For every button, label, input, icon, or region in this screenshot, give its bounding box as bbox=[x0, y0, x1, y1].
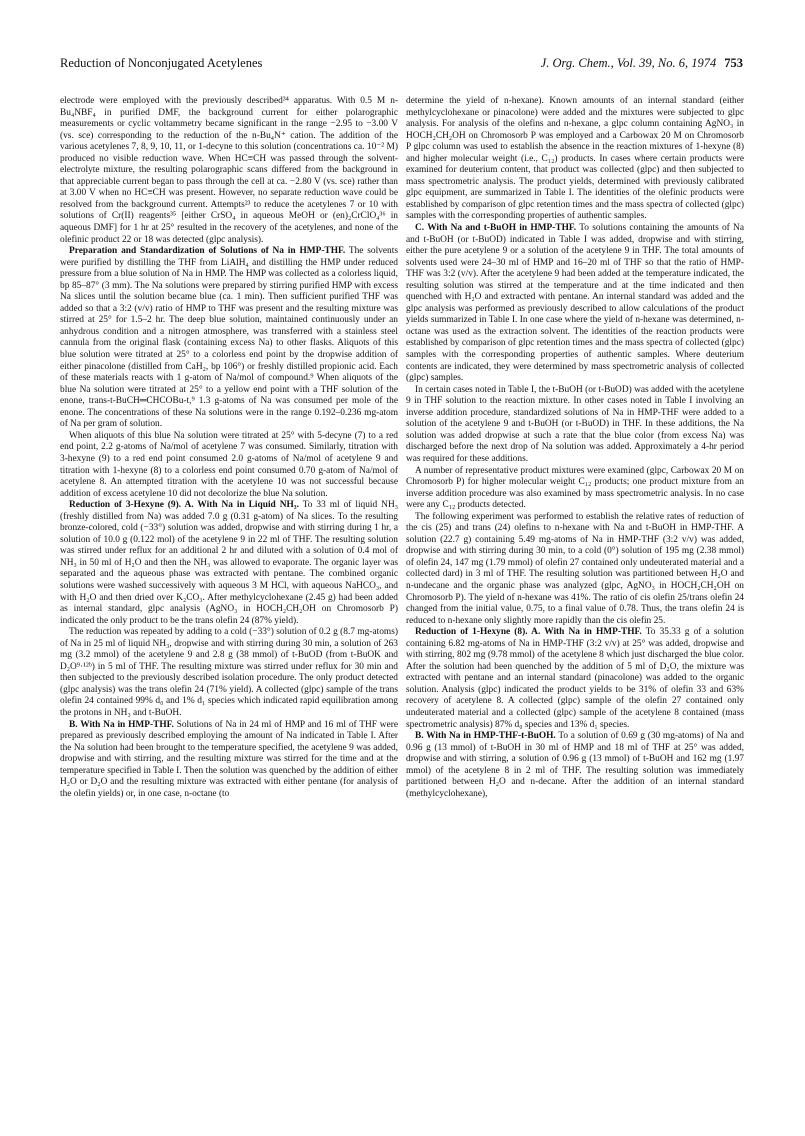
paragraph-text: The solvents were purified by distilling the THF from LiAlH₄ and distilling the HMP under reduced pressure from a blue solution of Na in HMP. The HMP was collected as a colorless liquid, bp 85–87° (3 mm). The Na solutions were prepared by stirring purified HMP with excess Na slices until the solution became blue (ca. 1 min). Then sufficient purified THF was added so that a 3:2 (v/v) ratio of HMP to THF was present and the resulting mixture was stirred at 25° for 1.5–2 hr. The deep blue solution, maintained continuously under an anhydrous condition and a nitrogen atmosphere, was transferred with a stainless steel cannula from the original flask (containing excess Na) to other flasks. Aliquots of this blue solution were titrated at 25° to a colorless end point by the dropwise addition of either pinacolone (distilled from CaH₂, bp 106°) or freshly distilled propionic acid. Each of these materials reacts with 1 g-atom of Na/mol of compound.⁹ When aliquots of the blue Na solution were titrated at 25° to a yellow end point with a THF solution of the enone, trans-t-BuCH═CHCOBu-t,⁹ 1.3 g-atoms of Na was consumed per mole of the enone. The concentrations of these Na solutions were in the range 0.192–0.236 mg-atom of Na per gram of solution. bbox=[60, 246, 398, 430]
paragraph-heading: B. With Na in HMP-THF-t-BuOH. bbox=[415, 731, 556, 742]
paragraph-text: To solutions containing the amounts of Na and t-BuOH (or t-BuOD) indicated in Table I was added, dropwise and with stirring, either the pure acetylene 9 or a solution of the acetylene 9 in THF. The total amounts of solvents used were 24–30 ml of HMP and 16–20 ml of THF so that the ratio of HMP-THF was 3:2 (v/v). After the acetylene 9 had been added at the temperature indicated, the resulting solution was stirred at the temperature and at the time indicated and then quenched with H₂O and extracted with pentane. An internal standard was added and the glpc analysis was performed as previously described to allow calculations of the product yields summarized in Table I. In one case where the yield of n-hexane was determined, n-octane was used as the extraction solvent. The identities of the reaction products were established by comparison of glpc retention times and the mass spectra of collected (glpc) samples with the corresponding properties of authentic samples. Where deuterium contents are indicated, they were determined by mass spectrometric analysis of collected (glpc) samples. bbox=[406, 223, 744, 384]
paragraph-text: When aliquots of this blue Na solution were titrated at 25° with 5-decyne (7) to a red end point, 2.2 g-atoms of Na/mol of acetylene 7 was consumed. Similarly, titration with 3-hexyne (9) to a red end point consumed 2.0 g-atoms of Na/mol of acetylene 9 and titration with 1-hexyne (8) to a colorless end point consumed 0.70 g-atom of Na/mol of acetylene 8. An attempted titration with the acetylene 10 was not successful because addition of excess acetylene 10 did not decolorize the blue Na solution. bbox=[60, 430, 398, 499]
paragraph bbox=[406, 385, 744, 466]
paragraph bbox=[60, 720, 398, 801]
paragraph-text: Solutions of Na in 24 ml of HMP and 16 ml of THF were prepared as previously described employing the amount of Na indicated in Table I. After the Na solution had been brought to the temperature specified, the acetylene 9 was added, dropwise and with stirring, and the resulting mixture was stirred for the time and at the temperature specified in Table I. Then the solution was quenched by the addition of either H₂O or D₂O and the resulting mixture was extracted with either pentane (for analysis of the olefin yields) or, in one case, n-octane (to bbox=[60, 719, 399, 799]
paragraph-text: To a solution of 0.69 g (30 mg-atoms) of Na and 0.96 g (13 mmol) of t-BuOH in 30 ml of HMP and 18 ml of THF at 25° was added, dropwise and with stirring, a solution of 0.96 g (13 mmol) of t-BuOH and 162 mg (1.97 mmol) of the acetylene 8 in 2 ml of THF. The resulting solution was immediately partitioned between H₂O and n-decane. After the addition of an internal standard (methylcyclohexane), bbox=[406, 731, 744, 799]
paragraph bbox=[406, 627, 744, 731]
paragraph bbox=[406, 731, 744, 800]
paragraph-heading: C. With Na and t-BuOH in HMP-THF. bbox=[415, 223, 577, 234]
paragraph bbox=[60, 96, 398, 246]
journal-citation bbox=[541, 56, 743, 71]
page-number: 753 bbox=[724, 56, 743, 70]
paragraph-text: A number of representative product mixtures were examined (glpc, Carbowax 20 M on Chromosorb P) for higher molecular weight C₁₂ products; one product mixture from an inverse addition procedure was also examined by mass spectrometric analysis. In no case were any C₁₂ products detected. bbox=[406, 465, 744, 511]
paragraph bbox=[406, 466, 744, 512]
paragraph-heading: Reduction of 3-Hexyne (9). A. With Na in Liquid NH₃. bbox=[69, 500, 299, 511]
paragraph bbox=[60, 431, 398, 500]
paragraph-text: determine the yield of n-hexane). Known amounts of an internal standard (either methylcyclohexane or pinacolone) were added and the mixtures were subjected to glpc analysis. For analysis of the olefins and n-hexane, a glpc column containing AgNO₃ in HOCH₂CH₂OH on Chromosorb P was employed and a Carbowax 20 M on Chromosorb P glpc column was used to establish the absence in the reaction mixtures of 1-hexyne (8) and higher molecular weight (i.e., C₁₂) products. In cases where certain products were examined for deuterium content, that product was collected (glpc) and then subjected to mass spectrometric analysis. The product yields, determined with previously calibrated glpc equipment, are summarized in Table I. The identities of the olefinic products were established by comparison of glpc retention times and the mass spectra of collected (glpc) samples with the corresponding properties of authentic samples. bbox=[406, 96, 744, 222]
paragraph bbox=[60, 246, 398, 431]
paragraph-text: electrode were employed with the previously described³⁴ apparatus. With 0.5 M n-Bu₄NBF₄ in purified DMF, the background current for either polarographic measurements or cyclic voltammetry became significant in the range −2.95 to −3.00 V (vs. sce) corresponding to the reduction of the n-Bu₄N⁺ cation. The addition of the various acetylenes 7, 8, 9, 10, 11, or 1-decyne to this solution (concentrations ca. 10⁻² M) produced no visible reduction wave. When HC≡CH was passed through the solvent-electrolyte mixture, the resulting polarographic scans differed from the background in that appreciable current began to pass through the cell at ca. −2.80 V (vs. sce) rather than at 3.00 V when no HC≡CH was present. However, no separate reduction wave could be resolved from the background current. Attempts²³ to reduce the acetylenes 7 or 10 with solutions of Cr(II) reagents³⁵ [either CrSO₄ in aqueous MeOH or (en)₂CrClO₄³⁶ in aqueous DMF] for 1 hr at 25° resulted in the recovery of the acetylenes, and none of the olefinic product 22 or 18 was detected (glpc analysis). bbox=[60, 96, 398, 245]
journal-name: J. Org. Chem., Vol. 39, No. 6, 1974 bbox=[540, 56, 717, 70]
paragraph-text: The following experiment was performed to establish the relative rates of reduction of the cis (25) and trans (24) olefins to n-hexane with Na and t-BuOH in HMP-THF. A solution (22.7 g) containing 5.49 mg-atoms of Na in HMP-THF (3:2 v/v) was added, dropwise and with stirring during 30 min, to a cold (0°) solution of 195 mg (2.38 mmol) of olefin 24, 147 mg (1.79 mmol) of olefin 27 contained only undeuterated material and a collected dard) in 3 ml of THF. The resulting solution was partitioned between H₂O and n-undecane and the organic phase was analyzed (glpc, AgNO₃ in HOCH₂CH₂OH on Chromosorb P). The yield of n-hexane was 41%. The ratio of cis olefin 25/trans olefin 24 changed from the initial value, 0.75, to a final value of 0.78. Thus, the trans olefin 24 is reduced to n-hexane only slightly more rapidly than the cis olefin 25. bbox=[406, 511, 744, 626]
paragraph-heading: B. With Na in HMP-THF. bbox=[69, 719, 174, 730]
left-column bbox=[60, 96, 398, 800]
running-title: Reduction of Nonconjugated Acetylenes bbox=[60, 56, 263, 70]
page-header bbox=[60, 56, 743, 74]
right-column bbox=[406, 96, 744, 800]
paragraph bbox=[406, 512, 744, 627]
paragraph-text: To 33 ml of liquid NH₃ (freshly distilled from Na) was added 7.0 g (0.31 g-atom) of Na slices. To the resulting bronze-colored, cold (−33°) solution was added, dropwise and with stirring during 1 hr, a solution of 10.0 g (0.122 mol) of the acetylene 9 in 22 ml of THF. The resulting solution was stirred under reflux for an additional 2 hr and diluted with a solution of 0.4 mol of NH₃ in 50 ml of H₂O and then the NH₃ was allowed to evaporate. The organic layer was separated and the aqueous phase was extracted with pentane. The combined organic solutions were washed successively with aqueous 3 M HCl, with aqueous NaHCO₃, and with H₂O and then dried over K₂CO₃. After methylcyclohexane (2.45 g) had been added as internal standard, glpc analysis (AgNO₃ in HOCH₂CH₂OH on Chromosorb P) indicated the only product to be the trans olefin 24 (87% yield). bbox=[60, 500, 398, 626]
paragraph-text: To 35.33 g of a solution containing 6.82 mg-atoms of Na in HMP-THF (3:2 v/v) at 25° was added, dropwise and with stirring, 802 mg (9.78 mmol) of the acetylene 8 which just discharged the blue color. After the solution had been quenched by the addition of 5 ml of D₂O, the mixture was extracted with pentane and an internal standard (pinacolone) was added to the organic solution. Analysis (glpc) indicated the product yields to be 31% of olefin 33 and 63% recovery of acetylene 8. A collected (glpc) sample of the olefin 27 contained only undeuterated material and a collected (glpc) sample of the acetylene 8 contained (mass spectrometric analysis) 87% d₀ species and 13% d₁ species. bbox=[406, 627, 744, 730]
paragraph bbox=[406, 96, 744, 223]
paragraph-heading: Preparation and Standardization of Solutions of Na in HMP-THF. bbox=[69, 246, 346, 257]
paragraph-text: In certain cases noted in Table I, the t-BuOH (or t-BuOD) was added with the acetylene 9 in THF solution to the reaction mixture. In other cases noted in Table I involving an inverse addition procedure, standardized solutions of Na in HMP-THF were added to a solution of the acetylene 9 and t-BuOH (or t-BuOD) in THF. In these additions, the Na solution was added dropwise at such a rate that the blue color (from excess Na) was discharged before the next drop of Na solution was added. Approximately a 4-hr period was required for these additions. bbox=[406, 384, 744, 464]
paragraph-heading: Reduction of 1-Hexyne (8). A. With Na in HMP-THF. bbox=[415, 627, 642, 638]
paragraph bbox=[406, 223, 744, 385]
paragraph bbox=[60, 500, 398, 627]
paragraph bbox=[60, 627, 398, 719]
paragraph-text: The reduction was repeated by adding to a cold (−33°) solution of 0.2 g (8.7 mg-atoms) of Na in 25 ml of liquid NH₃, dropwise and with stirring during 30 min, a solution of 263 mg (3.2 mmol) of the acetylene 9 and 2.8 g (38 mmol) of t-BuOD (from t-BuOK and D₂O⁹·¹²ᵇ) in 5 ml of THF. The resulting mixture was stirred under reflux for 30 min and then subjected to the previously described isolation procedure. The only product detected (glpc analysis) was the trans olefin 24 (71% yield). A collected (glpc) sample of the trans olefin 24 contained 99% d₀ and 1% d₁ species which indicated rapid equilibration among the protons in NH₃ and t-BuOH. bbox=[60, 627, 398, 718]
